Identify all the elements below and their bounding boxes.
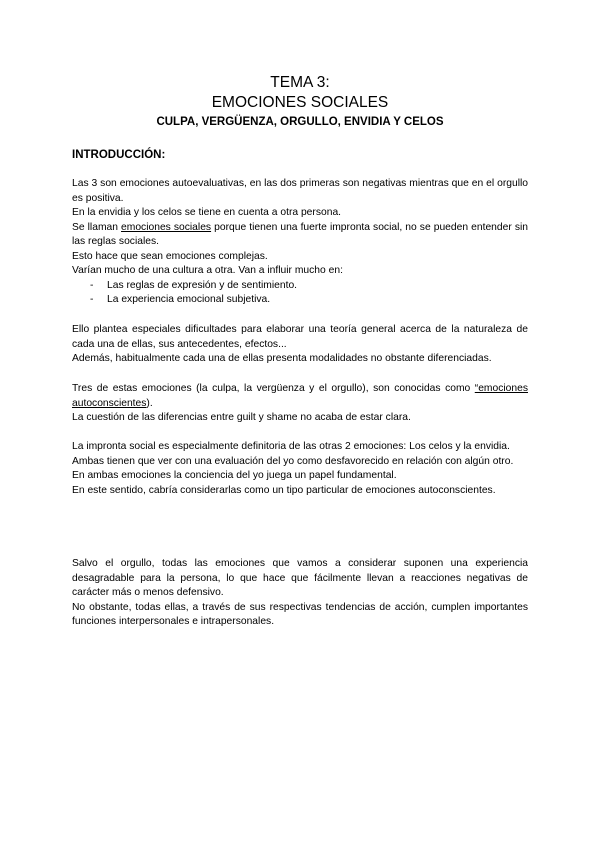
- section-heading: INTRODUCCIÓN:: [72, 149, 166, 161]
- paragraph: Salvo el orgullo, todas las emociones que vamos a considerar suponen una experiencia desagradable para la persona, lo que hace que fácilmente llevan a reacciones negativas de carácter más o menos defensivo.: [72, 558, 528, 598]
- paragraph-block-4: [72, 440, 528, 498]
- paragraph-block-5: [72, 557, 528, 630]
- paragraph: La impronta social es especialmente definitoria de las otras 2 emociones: Los celos y la envidia.: [72, 441, 510, 452]
- document-subtitle: CULPA, VERGÜENZA, ORGULLO, ENVIDIA Y CELOS: [156, 116, 444, 128]
- text: Tres de estas emociones (la culpa, la vergüenza y el orgullo), son conocidas como: [72, 383, 475, 394]
- paragraph: [72, 382, 528, 411]
- underlined-term: “emociones autoconscientes: [72, 383, 528, 409]
- paragraph: Además, habitualmente cada una de ellas presenta modalidades no obstante diferenciadas.: [72, 353, 492, 364]
- paragraph-block-2: [72, 323, 528, 367]
- document-title-topic: EMOCIONES SOCIALES: [211, 94, 389, 111]
- paragraph: No obstante, todas ellas, a través de sus respectivas tendencias de acción, cumplen importantes funciones interpersonales e intrapersonales.: [72, 601, 528, 627]
- text: porque tienen una fuerte impronta social, no se pueden entender sin las reglas sociales.: [72, 221, 528, 247]
- paragraph: Las 3 son emociones autoevaluativas, en las dos primeras son negativas mientras que en el orgullo es positiva.: [72, 178, 528, 204]
- paragraph: La cuestión de las diferencias entre guilt y shame no acaba de estar clara.: [72, 412, 411, 423]
- paragraph-block-1: [72, 177, 528, 308]
- paragraph: Ambas tienen que ver con una evaluación del yo como desfavorecido en relación con algún otro.: [72, 455, 514, 467]
- paragraph: Varían mucho de una cultura a otra. Van a influir mucho en:: [72, 265, 343, 276]
- list-item: - Las reglas de expresión y de sentimiento.: [72, 279, 528, 294]
- text: Se llaman: [72, 221, 122, 233]
- dash-list: [72, 279, 528, 308]
- paragraph: En ambas emociones la conciencia del yo juega un papel fundamental.: [72, 470, 397, 481]
- paragraph: En este sentido, cabría considerarlas como un tipo particular de emociones autoconscientes.: [72, 484, 496, 496]
- list-item: - La experiencia emocional subjetiva.: [72, 293, 528, 308]
- paragraph: Ello plantea especiales dificultades para elaborar una teoría general acerca de la naturaleza de cada una de ellas, sus antecedentes, efectos...: [72, 324, 528, 350]
- paragraph-block-3: [72, 382, 528, 426]
- text: ).: [146, 397, 153, 409]
- document-title: TEMA 3:: [270, 74, 330, 91]
- paragraph: [72, 221, 528, 250]
- underlined-term: emociones sociales: [121, 221, 212, 233]
- paragraph: En la envidia y los celos se tiene en cuenta a otra persona.: [72, 207, 342, 218]
- paragraph: Esto hace que sean emociones complejas.: [72, 250, 268, 262]
